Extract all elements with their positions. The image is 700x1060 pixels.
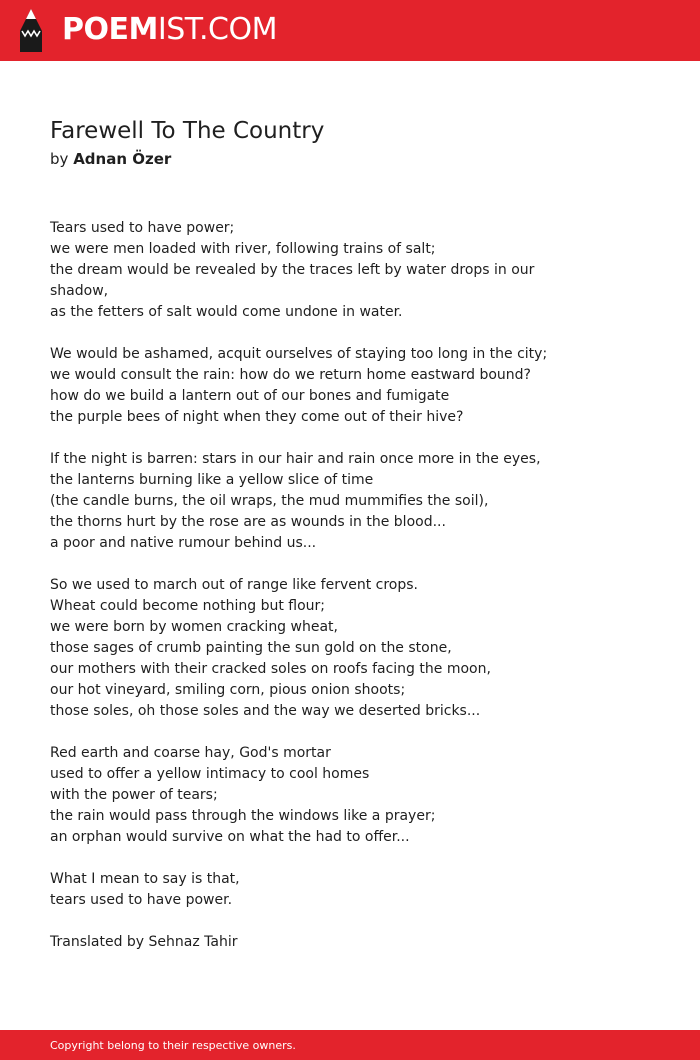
copyright-text: Copyright belong to their respective owners. bbox=[50, 1039, 296, 1052]
poem-line: our hot vineyard, smiling corn, pious onion shoots; bbox=[50, 682, 406, 698]
poem-line: our mothers with their cracked soles on roofs facing the moon, bbox=[50, 661, 491, 677]
poem-line: with the power of tears; bbox=[50, 787, 218, 803]
stanza bbox=[50, 575, 550, 722]
logo-bold-text: POEM bbox=[62, 12, 158, 47]
pencil-tip-icon[interactable] bbox=[17, 9, 45, 52]
poem-line: (the candle burns, the oil wraps, the mud mummifies the soil), bbox=[50, 493, 489, 509]
stanza bbox=[50, 743, 550, 848]
stanza bbox=[50, 218, 550, 323]
poem-line: those sages of crumb painting the sun gold on the stone, bbox=[50, 640, 452, 656]
byline bbox=[50, 148, 171, 170]
poem-line: We would be ashamed, acquit ourselves of staying too long in the city; bbox=[50, 346, 548, 362]
site-logo[interactable] bbox=[62, 12, 277, 48]
site-footer bbox=[0, 1030, 700, 1060]
poem-body bbox=[50, 218, 550, 953]
poem-line: the purple bees of night when they come out of their hive? bbox=[50, 409, 464, 425]
stanza bbox=[50, 869, 550, 911]
poem-line: If the night is barren: stars in our hair and rain once more in the eyes, bbox=[50, 451, 541, 467]
poem-line: as the fetters of salt would come undone in water. bbox=[50, 304, 403, 320]
poem-line: tears used to have power. bbox=[50, 892, 233, 908]
poem-line: we were men loaded with river, following trains of salt; bbox=[50, 241, 436, 257]
logo-light-text: IST.COM bbox=[157, 12, 277, 47]
poem-line: Wheat could become nothing but flour; bbox=[50, 598, 326, 614]
site-header bbox=[0, 0, 700, 61]
poem-line: we would consult the rain: how do we return home eastward bound? bbox=[50, 367, 531, 383]
poem-line: an orphan would survive on what the had to offer... bbox=[50, 829, 410, 845]
poem-line: the thorns hurt by the rose are as wounds in the blood... bbox=[50, 514, 446, 530]
poem-line: how do we build a lantern out of our bones and fumigate bbox=[50, 388, 450, 404]
stanza bbox=[50, 344, 550, 428]
translator-credit: Translated by Sehnaz Tahir bbox=[50, 934, 238, 950]
poem-line: What I mean to say is that, bbox=[50, 871, 240, 887]
by-label: by bbox=[50, 150, 69, 168]
poem-line: the dream would be revealed by the traces left by water drops in our bbox=[50, 262, 535, 278]
poem-line: Red earth and coarse hay, God's mortar bbox=[50, 745, 331, 761]
poem-line: So we used to march out of range like fervent crops. bbox=[50, 577, 419, 593]
poem-line: shadow, bbox=[50, 283, 109, 299]
poem-line: we were born by women cracking wheat, bbox=[50, 619, 338, 635]
poem-title: Farewell To The Country bbox=[50, 118, 325, 144]
poem-line: used to offer a yellow intimacy to cool homes bbox=[50, 766, 370, 782]
stanza bbox=[50, 449, 550, 554]
poem-line: a poor and native rumour behind us... bbox=[50, 535, 317, 551]
author-name: Adnan Özer bbox=[73, 150, 172, 168]
poem-line: those soles, oh those soles and the way we deserted bricks... bbox=[50, 703, 481, 719]
poem-line: Tears used to have power; bbox=[50, 220, 235, 236]
poem-line: the rain would pass through the windows like a prayer; bbox=[50, 808, 436, 824]
poem-line: the lanterns burning like a yellow slice of time bbox=[50, 472, 374, 488]
